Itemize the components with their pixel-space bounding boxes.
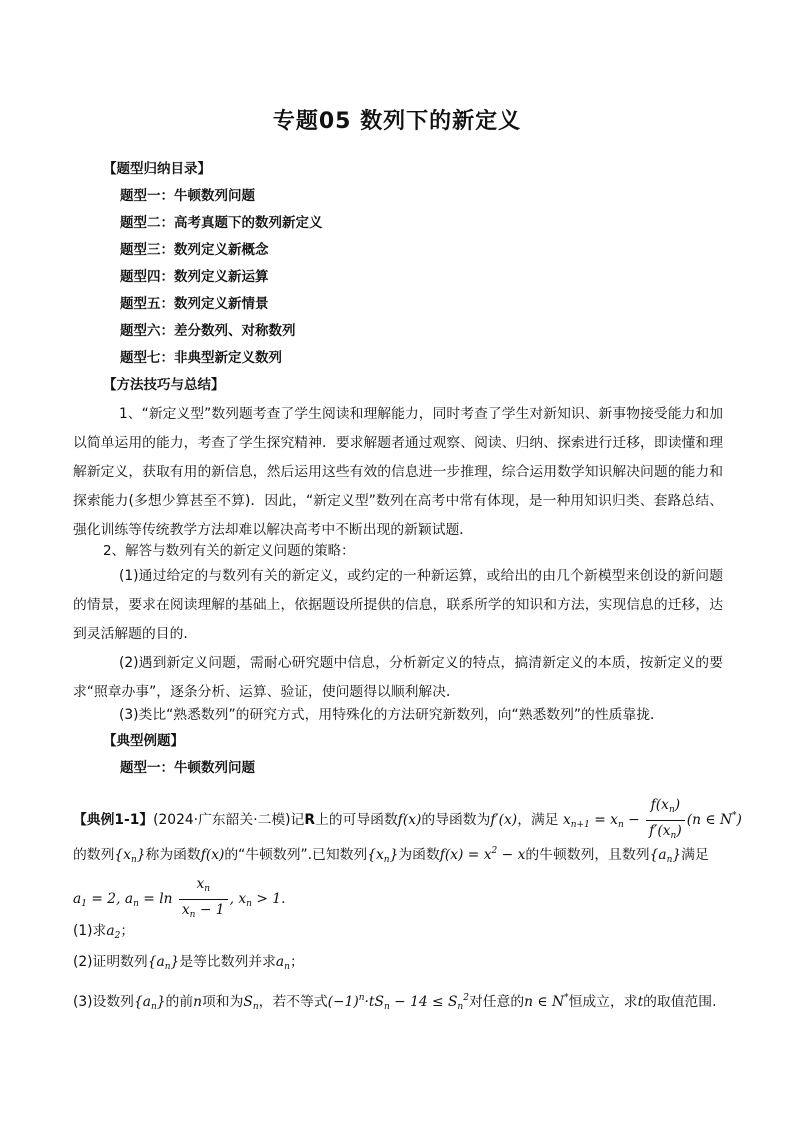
catalog-item-5: 题型五：数列定义新情景 [120,296,269,312]
question-1: (1)求$a_2$； [73,923,135,941]
example-line-1: 【典例1-1】(2024·广东韶关·二模)记R上的可导函数f(x)的导函数为f′(x)，满足 $x_{n+1} = x_n$ − $\frac{f(x_n)}{f'(x_n)}$ (n ∈ N*) [73,797,742,841]
catalog-heading: 【题型归纳目录】 [103,161,211,177]
methods-paragraph-1: 1、“新定义型”数列题考查了学生阅读和理解能力，同时考查了学生对新知识、新事物接受能力和加以简单运用的能力，考查了学生探究精神．要求解题者通过观察、阅读、归纳、探索进行迁移，即读懂和理解新定义，获取有用的新信息，然后运用这些有效的信息进一步推理，综合运用数学知识解决问题的能力和探索能力(多想少算甚至不算)．因此，“新定义型”数列在高考中常有体现，是一种用知识归类、套路总结、强化训练等传统教学方法却难以解决高考中不断出现的新颖试题． [73,406,723,538]
catalog-item-1: 题型一：牛顿数列问题 [120,188,255,204]
example-type-1-heading: 题型一：牛顿数列问题 [120,760,255,776]
catalog-item-2: 题型二：高考真题下的数列新定义 [120,215,323,231]
math-newton-formula: $x_{n+1} = x_n$ − $\frac{f(x_n)}{f'(x_n)}$ (n ∈ N*) [562,797,742,841]
catalog-item-4: 题型四：数列定义新运算 [120,269,269,285]
example-line-3 [73,874,285,925]
methods-heading: 【方法技巧与总结】 [103,377,225,393]
catalog-item-7: 题型七：非典型新定义数列 [120,350,282,366]
catalog-item-6: 题型六：差分数列、对称数列 [120,323,296,339]
math-initial-condition: $a_1 = 2$, $a_n = \ln$ $\frac{x_n}{x_n - 1}$ , $x_n > 1$. [73,876,286,920]
math-fpx: f′(x) [490,812,518,828]
math-R: R [304,812,315,828]
question-3: (3)设数列$\{a_n\}$的前n项和为$S_n$，若不等式$(-1)^n\cdot tS_n - 14 \le S_n^2$对任意的n ∈ N*恒成立，求t的取值范围. [73,993,717,1012]
catalog-item-3: 题型三：数列定义新概念 [120,242,269,258]
methods-paragraph-2: 2、解答与数列有关的新定义问题的策略： [103,543,355,559]
methods-paragraph-3: (1)通过给定的与数列有关的新定义，或约定的一种新运算，或给出的由几个新模型来创设的新问题的情景，要求在阅读理解的基础上，依据题设所提供的信息，联系所学的知识和方法，实现信息的迁移，达到灵活解题的目的. [73,568,723,642]
math-fx: f(x) [397,812,422,828]
example-line-2: 的数列$\{x_n\}$称为函数f(x)的“牛顿数列”.已知数列$\{x_n\}$为函数$f(x) = x^2 - x$的牛顿数列，且数列$\{a_n\}$满足 [73,846,709,865]
page-title: 专题05 数列下的新定义 [272,109,522,134]
methods-paragraph-4: (2)遇到新定义问题，需耐心研究题中信息，分析新定义的特点，搞清新定义的本质，按新定义的要求“照章办事”，逐条分析、运算、验证，使问题得以顺利解决． [73,655,723,700]
examples-heading: 【典型例题】 [103,733,184,749]
methods-paragraph-5: (3)类比“熟悉数列”的研究方式，用特殊化的方法研究新数列，向“熟悉数列”的性质靠拢． [119,707,664,723]
question-2: (2)证明数列$\{a_n\}$是等比数列并求$a_n$； [73,954,304,972]
